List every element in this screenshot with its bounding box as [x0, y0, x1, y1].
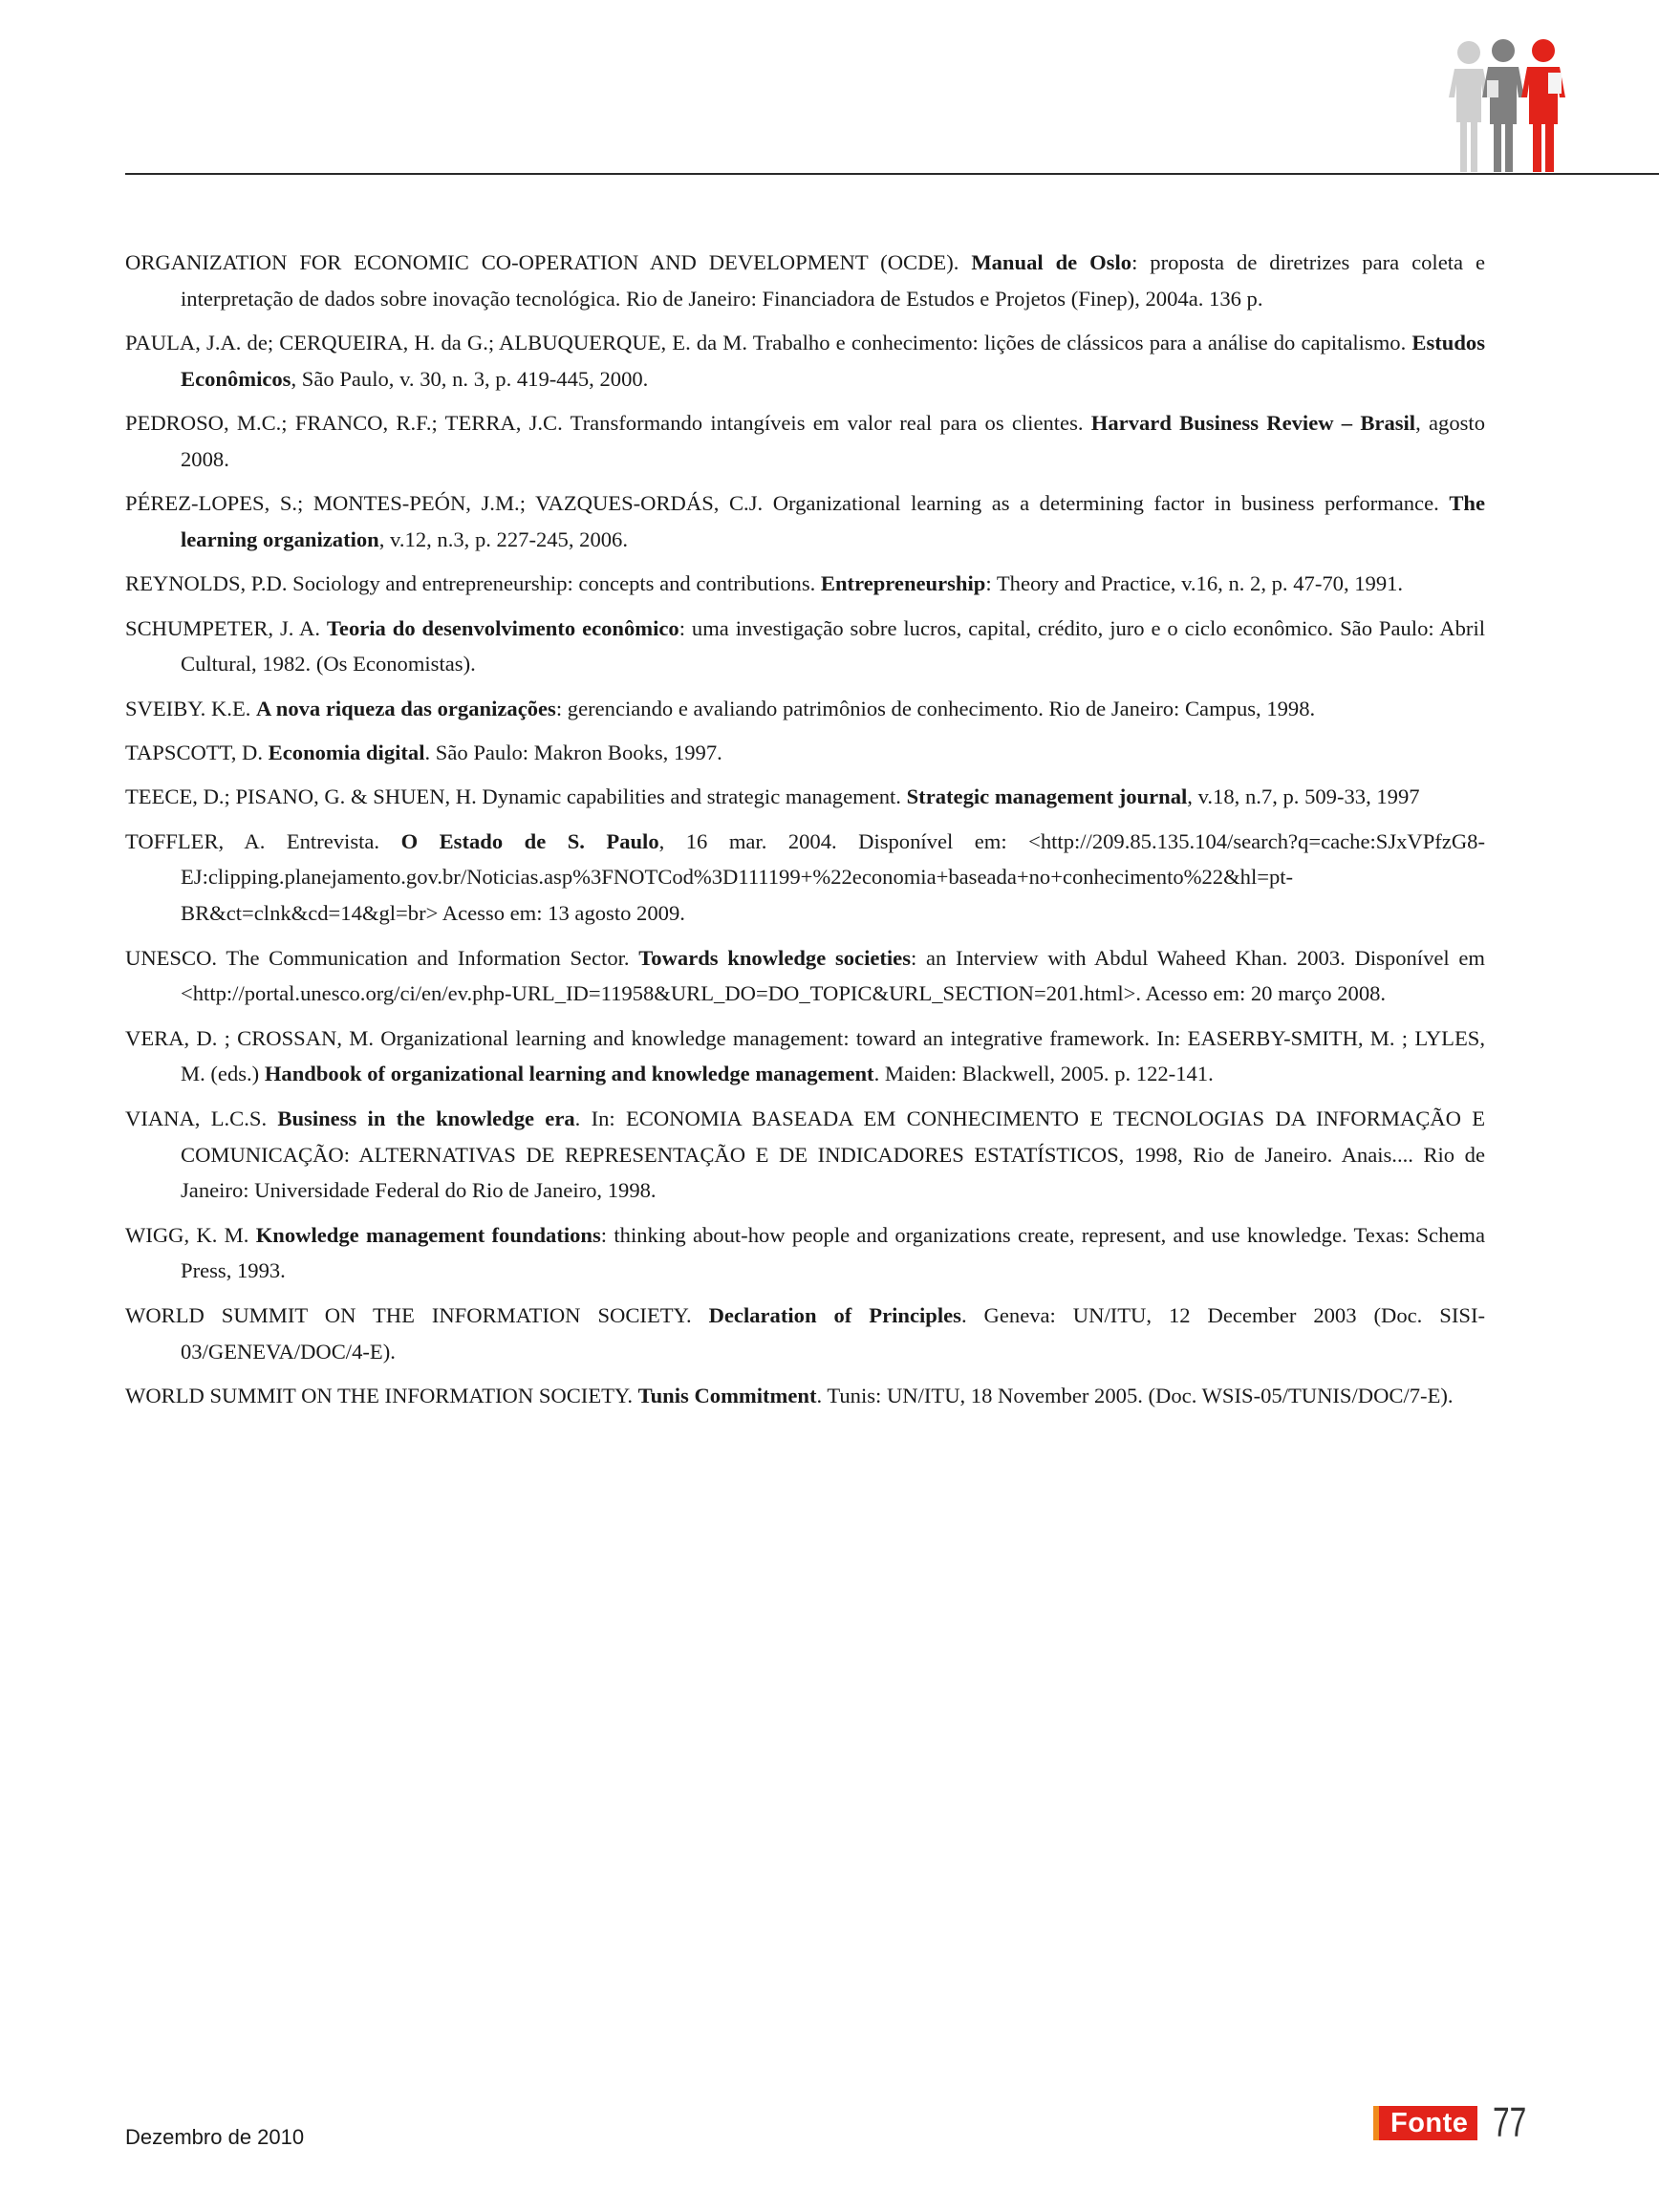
- brand-logo: Fonte: [1373, 2106, 1477, 2140]
- reference-text: TOFFLER, A. Entrevista.: [125, 828, 401, 853]
- reference-item: [125, 611, 1485, 683]
- reference-text: UNESCO. The Communication and Information Sector.: [125, 945, 639, 970]
- reference-text: VERA, D. ; CROSSAN, M. Organizational learning and knowledge management: toward an integrative framework. In: EASERBY-SMITH, M. ; LYLES, M. (eds.): [125, 1025, 1485, 1086]
- people-group-icon: [1445, 38, 1584, 174]
- reference-text: . Tunis: UN/ITU, 18 November 2005. (Doc. WSIS-05/TUNIS/DOC/7-E).: [816, 1383, 1454, 1407]
- reference-text: , v.12, n.3, p. 227-245, 2006.: [378, 527, 628, 552]
- reference-text: TAPSCOTT, D.: [125, 741, 269, 765]
- reference-item: [125, 1101, 1485, 1209]
- reference-title: Knowledge management foundations: [255, 1222, 601, 1247]
- reference-item: [125, 1378, 1485, 1414]
- reference-title: Economia digital: [268, 741, 425, 765]
- reference-title: Harvard Business Review – Brasil: [1090, 411, 1416, 436]
- reference-text: : uma investigação sobre lucros, capital, crédito, juro e o ciclo econômico. São Paulo: Abril Cultural, 1982. (Os Economistas).: [181, 615, 1485, 676]
- reference-item: [125, 940, 1485, 1013]
- reference-text: ORGANIZATION FOR ECONOMIC CO-OPERATION AND DEVELOPMENT (OCDE).: [125, 250, 972, 274]
- reference-text: WORLD SUMMIT ON THE INFORMATION SOCIETY.: [125, 1383, 638, 1407]
- reference-text: . In: ECONOMIA BASEADA EM CONHECIMENTO E TECNOLOGIAS DA INFORMAÇÃO E COMUNICAÇÃO: ALTERNATIVAS DE REPRESENTAÇÃO E DE INDICADORES ESTATÍSTICOS, 1998, Rio de Janeiro. Anais.... Rio de Janeiro: Universidade Federal do Rio de Janeiro, 1998.: [181, 1106, 1486, 1203]
- page-number: 77: [1493, 2099, 1527, 2146]
- reference-text: , São Paulo, v. 30, n. 3, p. 419-445, 2000.: [291, 366, 649, 391]
- reference-title: Handbook of organizational learning and knowledge management: [264, 1062, 874, 1086]
- reference-text: PEDROSO, M.C.; FRANCO, R.F.; TERRA, J.C. Transformando intangíveis em valor real para os clientes.: [125, 411, 1091, 436]
- reference-text: PAULA, J.A. de; CERQUEIRA, H. da G.; ALBUQUERQUE, E. da M. Trabalho e conhecimento: lições de clássicos para a análise do capitalismo.: [125, 331, 1412, 355]
- reference-item: [125, 405, 1485, 478]
- reference-text: VIANA, L.C.S.: [125, 1106, 278, 1130]
- reference-text: SCHUMPETER, J. A.: [125, 615, 327, 640]
- reference-item: [125, 325, 1485, 397]
- reference-item: [125, 735, 1485, 771]
- reference-title: Estudos Econômicos: [181, 331, 1485, 391]
- reference-text: . Maiden: Blackwell, 2005. p. 122-141.: [873, 1062, 1214, 1086]
- reference-title: Entrepreneurship: [820, 571, 986, 596]
- reference-title: Declaration of Principles: [708, 1302, 961, 1327]
- reference-title: Teoria do desenvolvimento econômico: [326, 615, 679, 640]
- reference-title: A nova riqueza das organizações: [256, 696, 556, 720]
- reference-item: [125, 779, 1485, 815]
- header-divider: [125, 173, 1659, 175]
- reference-text: : an Interview with Abdul Waheed Khan. 2003. Disponível em <http://portal.unesco.org/ci/en/ev.php-URL_ID=11958&URL_DO=DO_TOPIC&URL_SECTION=201.html>. Acesso em: 20 março 2008.: [181, 945, 1485, 1006]
- reference-item: [125, 1020, 1485, 1093]
- reference-text: : gerenciando e avaliando patrimônios de conhecimento. Rio de Janeiro: Campus, 1998.: [555, 696, 1316, 720]
- reference-item: [125, 485, 1485, 558]
- reference-title: Business in the knowledge era: [277, 1106, 575, 1130]
- reference-text: REYNOLDS, P.D. Sociology and entrepreneurship: concepts and contributions.: [125, 571, 821, 596]
- reference-title: Strategic management journal: [906, 784, 1188, 809]
- reference-list: [125, 245, 1485, 1422]
- reference-title: Towards knowledge societies: [638, 945, 912, 970]
- reference-text: . São Paulo: Makron Books, 1997.: [424, 741, 722, 765]
- reference-text: : thinking about-how people and organizations create, represent, and use knowledge. Texas: Schema Press, 1993.: [181, 1222, 1486, 1283]
- reference-item: [125, 1217, 1485, 1290]
- reference-item: [125, 566, 1485, 602]
- issue-date: Dezembro de 2010: [125, 2125, 305, 2149]
- reference-text: : proposta de diretrizes para coleta e interpretação de dados sobre inovação tecnológica. Rio de Janeiro: Financiadora de Estudos e Projetos (Finep), 2004a. 136 p.: [181, 250, 1485, 311]
- footer-brand: [1373, 2099, 1540, 2146]
- reference-item: [125, 824, 1485, 932]
- reference-text: SVEIBY. K.E.: [125, 696, 257, 720]
- reference-title: O Estado de S. Paulo: [400, 828, 659, 853]
- reference-item: [125, 1298, 1485, 1370]
- reference-text: . Geneva: UN/ITU, 12 December 2003 (Doc. SISI-03/GENEVA/DOC/4-E).: [181, 1302, 1485, 1364]
- reference-text: TEECE, D.; PISANO, G. & SHUEN, H. Dynamic capabilities and strategic management.: [125, 784, 907, 809]
- reference-text: PÉREZ-LOPES, S.; MONTES-PEÓN, J.M.; VAZQUES-ORDÁS, C.J. Organizational learning as a determining factor in business performance.: [125, 491, 1450, 516]
- reference-title: Manual de Oslo: [971, 250, 1132, 274]
- reference-text: , 16 mar. 2004. Disponível em: <http://209.85.135.104/search?q=cache:SJxVPfzG8-EJ:clipping.planejamento.gov.br/Noticias.asp%3FNOTCod%3D111199+%22economia+baseada+no+conhecimento%22&hl=pt-BR&ct=clnk&cd=14&gl=br> Acesso em: 13 agosto 2009.: [181, 828, 1486, 926]
- reference-title: Tunis Commitment: [637, 1383, 817, 1407]
- reference-text: , v.18, n.7, p. 509-33, 1997: [1187, 784, 1420, 809]
- reference-text: WIGG, K. M.: [125, 1222, 256, 1247]
- reference-item: [125, 245, 1485, 317]
- reference-text: , agosto 2008.: [181, 411, 1485, 471]
- reference-title: The learning organization: [181, 491, 1485, 552]
- reference-text: WORLD SUMMIT ON THE INFORMATION SOCIETY.: [125, 1302, 709, 1327]
- reference-item: [125, 691, 1485, 727]
- reference-text: : Theory and Practice, v.16, n. 2, p. 47-70, 1991.: [985, 571, 1404, 596]
